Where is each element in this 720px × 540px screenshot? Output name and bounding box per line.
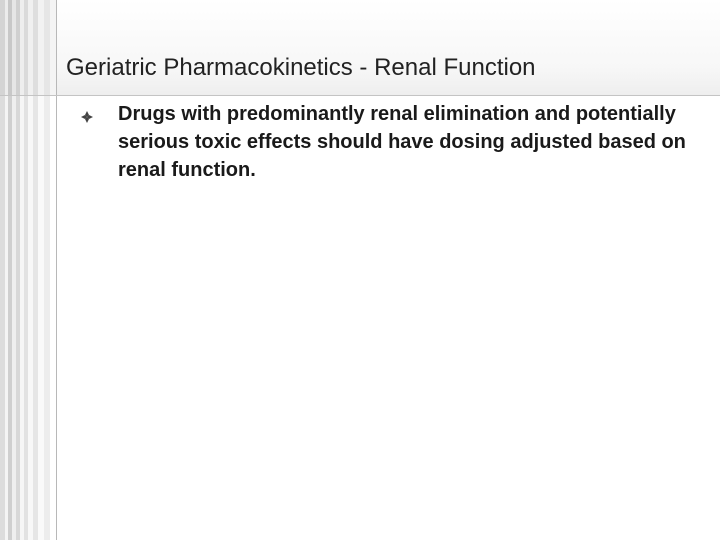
slide-title: Geriatric Pharmacokinetics - Renal Function	[66, 54, 536, 81]
left-stripe-top-decoration	[0, 0, 56, 96]
bullet-text: Drugs with predominantly renal elimination and potentially serious toxic effects should have dosing adjusted based on renal function.	[118, 103, 686, 181]
diamond-bullet-icon	[80, 110, 94, 124]
vertical-divider	[56, 0, 57, 540]
horizontal-divider	[0, 95, 720, 96]
